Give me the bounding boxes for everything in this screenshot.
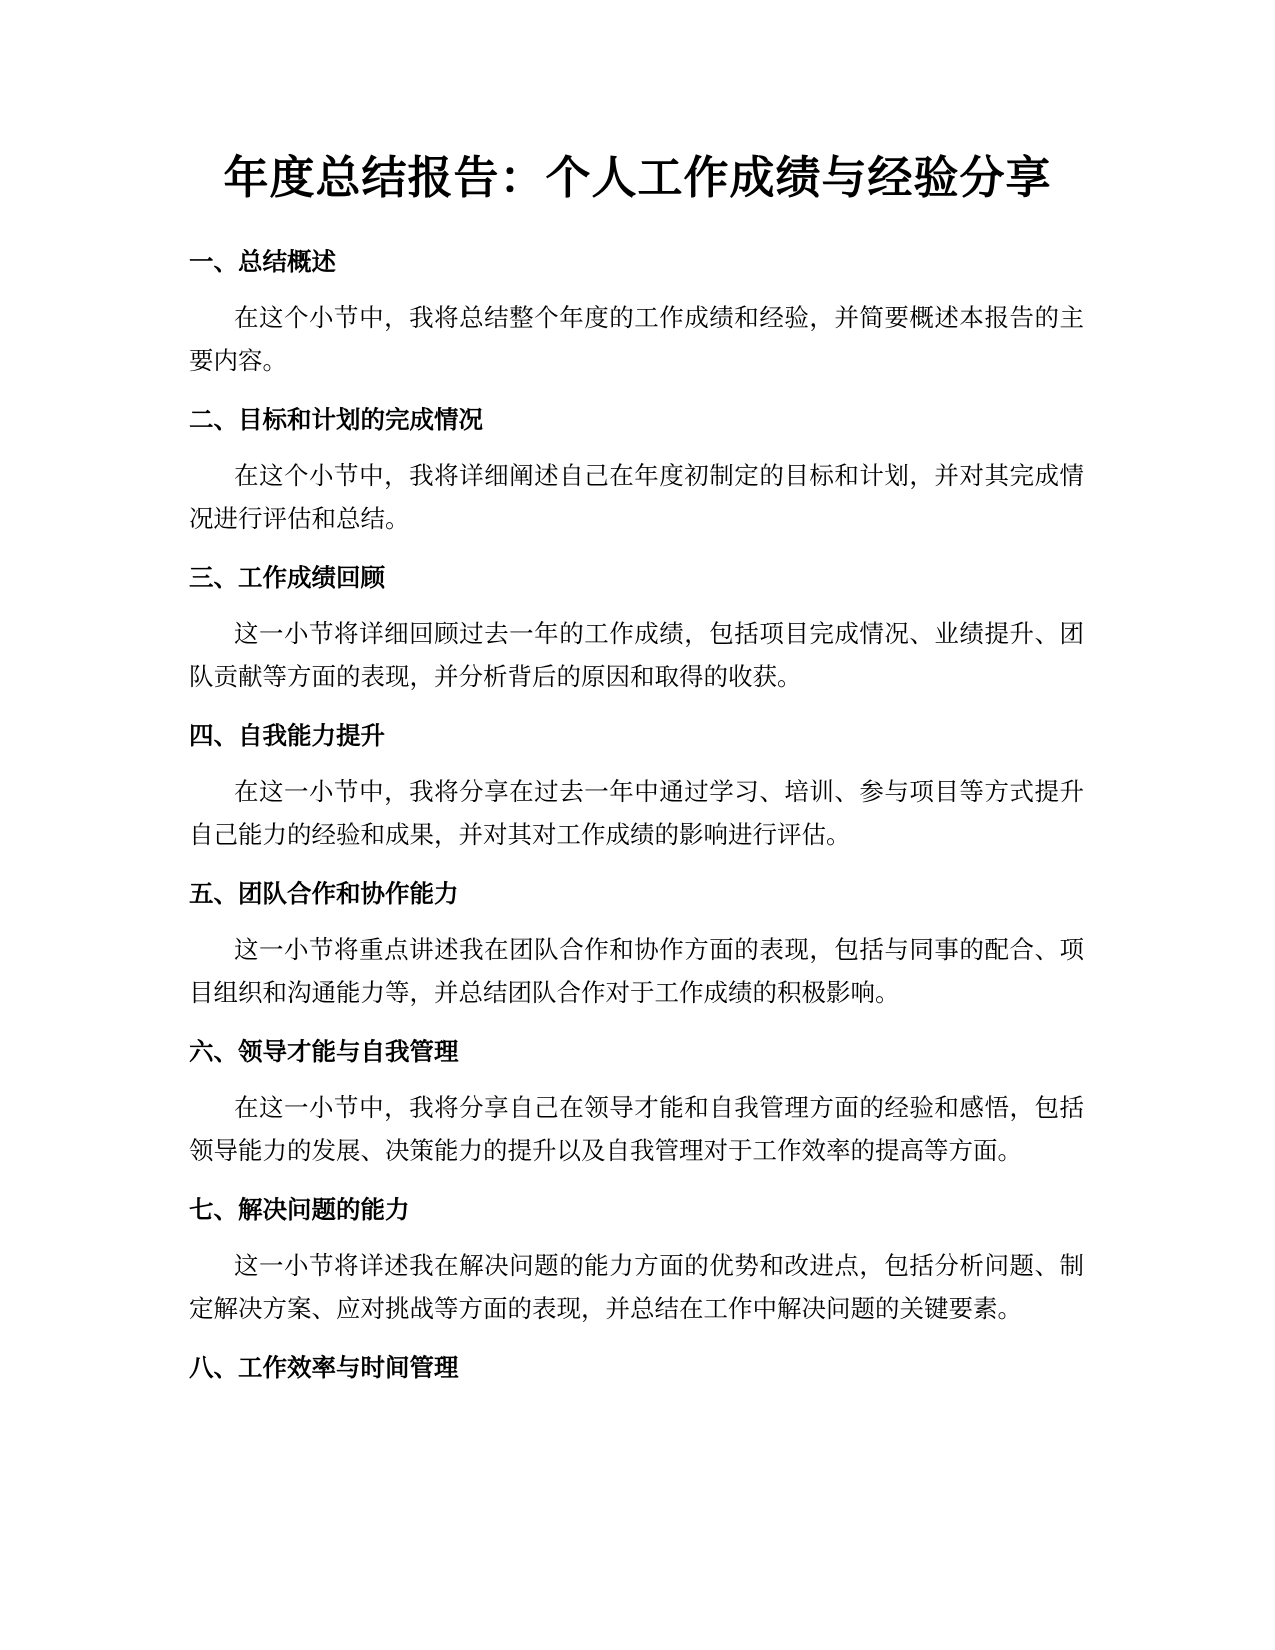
section-heading: 四、自我能力提升 — [189, 721, 385, 750]
section-paragraph: 在这个小节中，我将总结整个年度的工作成绩和经验，并简要概述本报告的主要内容。 — [189, 303, 1084, 375]
section-summary-overview — [189, 244, 1084, 382]
section-paragraph: 在这一小节中，我将分享自己在领导才能和自我管理方面的经验和感悟，包括领导能力的发展、决策能力的提升以及自我管理对于工作效率的提高等方面。 — [189, 1093, 1084, 1165]
section-heading: 七、解决问题的能力 — [189, 1195, 410, 1224]
document-title: 年度总结报告：个人工作成绩与经验分享 — [223, 151, 1052, 204]
section-work-review — [189, 560, 1084, 698]
section-heading: 六、领导才能与自我管理 — [189, 1037, 459, 1066]
section-heading: 五、团队合作和协作能力 — [189, 879, 459, 908]
section-heading: 一、总结概述 — [189, 247, 336, 276]
section-goals-completion — [189, 402, 1084, 540]
section-paragraph: 这一小节将详述我在解决问题的能力方面的优势和改进点，包括分析问题、制定解决方案、应对挑战等方面的表现，并总结在工作中解决问题的关键要素。 — [189, 1251, 1084, 1323]
document-content — [189, 244, 1084, 1402]
section-paragraph: 这一小节将重点讲述我在团队合作和协作方面的表现，包括与同事的配合、项目组织和沟通能力等，并总结团队合作对于工作成绩的积极影响。 — [189, 935, 1084, 1007]
section-teamwork — [189, 876, 1084, 1014]
section-efficiency-time — [189, 1350, 1084, 1386]
section-heading: 三、工作成绩回顾 — [189, 563, 385, 592]
section-problem-solving — [189, 1192, 1084, 1330]
section-leadership — [189, 1034, 1084, 1172]
section-paragraph: 在这一小节中，我将分享在过去一年中通过学习、培训、参与项目等方式提升自己能力的经验和成果，并对其对工作成绩的影响进行评估。 — [189, 777, 1084, 849]
section-paragraph: 这一小节将详细回顾过去一年的工作成绩，包括项目完成情况、业绩提升、团队贡献等方面的表现，并分析背后的原因和取得的收获。 — [189, 619, 1084, 691]
section-paragraph: 在这个小节中，我将详细阐述自己在年度初制定的目标和计划，并对其完成情况进行评估和总结。 — [189, 461, 1084, 533]
section-heading: 二、目标和计划的完成情况 — [189, 405, 483, 434]
section-heading: 八、工作效率与时间管理 — [189, 1353, 459, 1382]
section-self-improvement — [189, 718, 1084, 856]
